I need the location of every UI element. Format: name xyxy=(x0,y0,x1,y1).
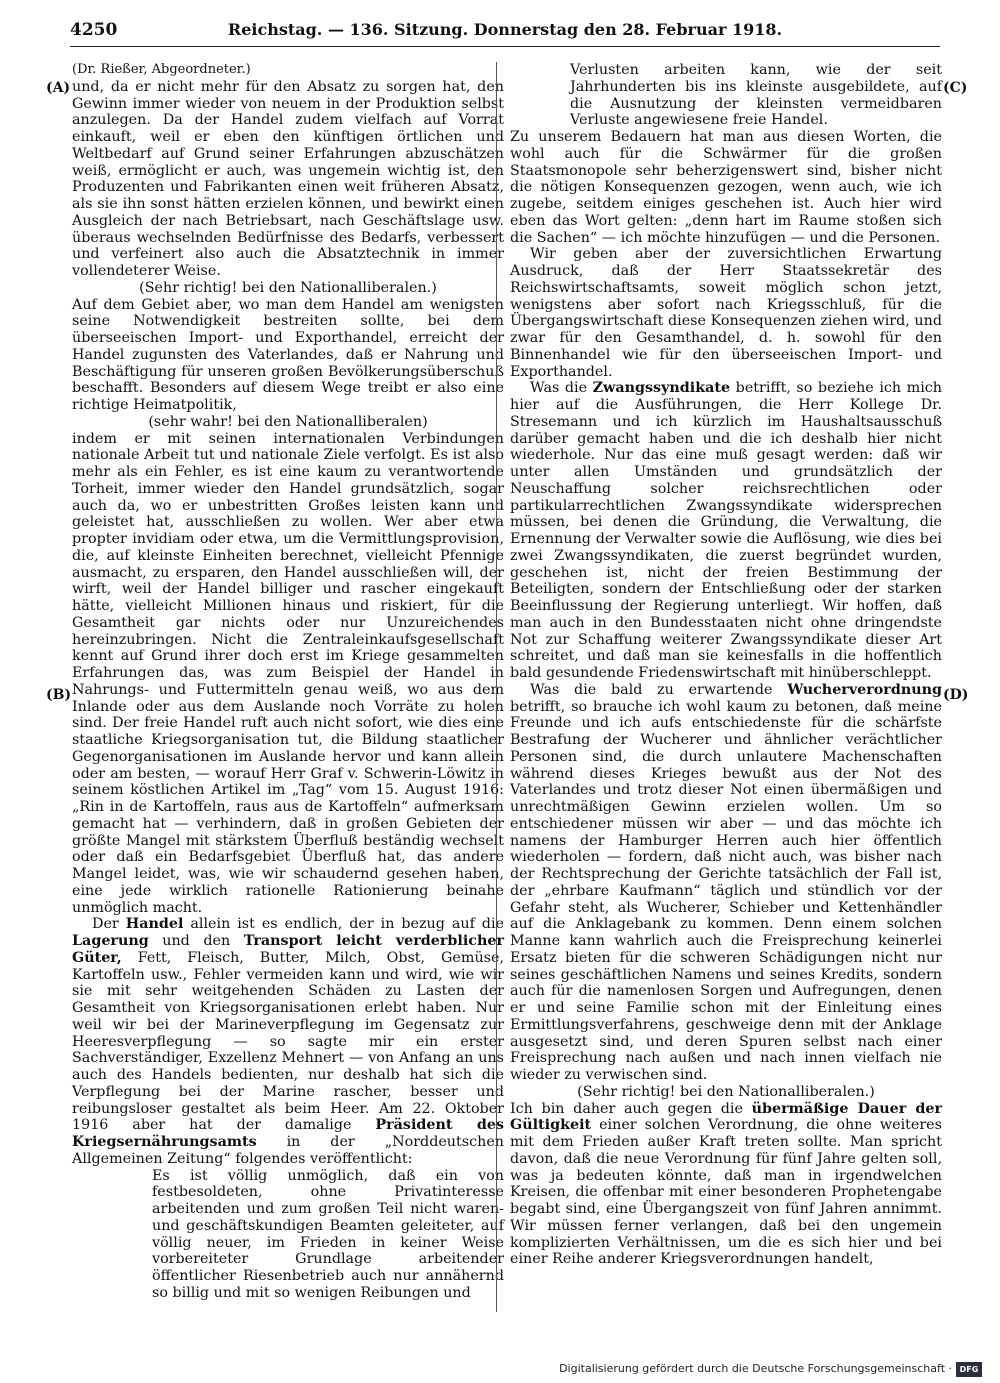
emphasis: Zwangssyndikate xyxy=(592,380,731,397)
margin-marker-a: (A) xyxy=(46,80,71,96)
emphasis: Handel xyxy=(125,916,184,933)
text-run: Ich bin daher auch gegen die xyxy=(510,1100,752,1117)
interjection: (sehr wahr! bei den Nationalliberalen) xyxy=(148,413,428,430)
paragraph: Wir geben aber der zuversichtlichen Erwartung Ausdruck, daß der Herr Staatssekretär des Reichswirtschaftsamts, soweit möglich schon jetzt, wenigstens aber sofort nach Kriegsschluß, für die Übergangswirtschaft diese Konsequenzen ziehen wird, und zwar für den Gesamthandel, d. h. sowohl für den Binnenhandel wie für den überseeischen Import- und Exporthandel. xyxy=(510,246,942,380)
page-header xyxy=(70,20,940,46)
emphasis: übermäßige Dauer der Gültigkeit xyxy=(510,1100,942,1134)
block-quote-continued: Verlusten arbeiten kann, wie der seit Jahrhunderten bis ins kleinste ausgebildete, auf die Ausnutzung der kleinsten vermeidbaren Verluste angewiesene freie Handel. xyxy=(570,62,942,129)
emphasis: Lagerung xyxy=(72,933,149,949)
text-run: Fett, Fleisch, Butter, Milch, Obst, Gemüse, Kartoffeln usw., Fehler vermeiden kann und wird, wie wir sie mit sehr weitgehenden Schäden zu Lasten der Gesamtheit von Kriegsorganisationen erlebt haben. Nur weil wir bei der Marineverpflegung im Gegensatz zur Heeresverpflegung — so sagte mir ein erster Sachverständiger, Exzellenz Mehnert — von Anfang an uns auch des Handels bedienten, nur deshalb hat sich die Verpflegung bei der Marine rascher, besser und reibungsloser gestaltet als beim Heer. Am 22. Oktober 1916 aber hat der damalige xyxy=(72,949,504,1134)
column-divider xyxy=(496,62,497,1312)
interjection: (Sehr richtig! bei den Nationalliberalen.) xyxy=(139,279,437,296)
text-run: betrifft, so brauche ich wohl kaum zu betonen, daß meine Freunde und ich aufs entschiedenste für die schärfste Bestrafung der Wucherer und ähnlicher verächtlicher Personen sind, die durch unlautere Machenschaften während dieses Krieges bewußt aus der Not des Vaterlandes und trotz dieser Not einen übermäßigen und unrechtmäßigen Gewinn erzielen wollen. Um so entschiedener müssen wir aber — und das möchte ich namens der Hamburger Herren auch hier öffentlich wiederholen — fordern, daß nicht auch, was bisher nach der Rechtsprechung der Gerichte tatsächlich der Fall ist, der „ehrbare Kaufmann“ täglich und stündlich vor der Gefahr steht, als Wucherer, Schieber und Kettenhändler auf die Anklagebank zu kommen. Denn einem solchen Manne kann wahrlich auch die Freisprechung keinerlei Ersatz bieten für die schweren Schädigungen nicht nur seines geschäftlichen Namens und seines Kredits, sondern auch für die namenlosen Sorgen und Aufregungen, denen er und seine Familie schon mit der Einleitung eines Ermittlungsverfahrens, geschweige denn mit der Anklage ausgesetzt sind, und deren Spuren selbst nach einer Freisprechung nach außen und nach innen vielfach nie wieder zu verwischen sind. xyxy=(510,698,942,1083)
emphasis: Wucherverordnung xyxy=(787,681,942,698)
interjection: (Sehr richtig! bei den Nationalliberalen.) xyxy=(577,1083,875,1100)
margin-marker-b: (B) xyxy=(46,687,72,703)
text-run: allein ist es endlich, der in bezug auf die xyxy=(183,916,504,933)
paragraph: Auf dem Gebiet aber, wo man dem Handel am wenigsten seine Notwendigkeit bestreiten sollte, bei dem überseeischen Import- und Exporthandel, erreicht der Handel zugunsten des Vaterlandes, daß er Nahrung und Beschäftigung für unseren großen Bevölkerungsüberschuß beschafft. Besonders auf diesem Wege treibt er also eine richtige Heimatpolitik, xyxy=(72,296,504,413)
text-run: in der „Norddeutschen Allgemeinen Zeitung“ folgendes veröffentlicht: xyxy=(72,1134,504,1167)
text-run: Der xyxy=(92,916,126,933)
text-run: betrifft, so beziehe ich mich hier auf die Ausführungen, die Herr Kollege Dr. Stresemann und ich kürzlich im Haushaltsausschuß darüber gemacht haben und die ich deshalb hier nicht wiederhole. Nur das eine muß gesagt werden: daß wir unter allen Umständen und grundsätzlich der Neuschaffung solcher reichsrechtlichen oder partikularrechtlichen Zwangssyndikate widersprechen müssen, bei denen die Gründung, die Verwaltung, die Ernennung der Verwalter sowie die Auflösung, wie dies bei zwei Zwangssyndikaten, die zuerst begründet wurden, geschehen ist, nicht der freien Bestimmung der Beteiligten, sondern der Entschließung oder der starken Beeinflussung der Regierung unterliegt. Wir hoffen, daß man auch in den Bundesstaaten nicht ohne dringendste Not zur Schaffung weiterer Zwangssyndikate dieser Art schreitet, und daß man sie keinesfalls in die hoffentlich bald gesundende Friedenswirtschaft mit hinüberschleppt. xyxy=(510,380,943,681)
paragraph xyxy=(72,916,504,1167)
left-column xyxy=(72,62,504,1312)
block-quote: Es ist völlig unmöglich, daß ein von festbesoldeten, ohne Privatinteresse arbeitenden und zum großen Teil nicht waren- und geschäftskundigen Beamten geleiteter, auf völlig neuer, im Frieden in keiner Weise vorbereiteter Grundlage arbeitender öffentlicher Riesenbetrieb auch nur annähernd so billig und mit so wenigen Reibungen und xyxy=(152,1167,504,1301)
paragraph xyxy=(510,380,942,682)
text-run: Was die bald zu erwartende xyxy=(530,681,788,698)
margin-marker-d: (D) xyxy=(943,687,969,703)
speaker-note: (Dr. Rießer, Abgeordneter.) xyxy=(72,62,251,77)
text-run: und den xyxy=(148,933,244,949)
running-title: Reichstag. — 136. Sitzung. Donnerstag den 28. Februar 1918. xyxy=(227,20,783,39)
paragraph: und, da er nicht mehr für den Absatz zu sorgen hat, den Gewinn immer wieder von neuem in der Produktion selbst anzulegen. Da der Handel zudem vielfach auf Vorrat einkauft, weil er eben den künftigen örtlichen und Weltbedarf auf Grund seiner Erfahrungen abzuschätzen weiß, ermöglicht er auch, was ungemein wichtig ist, den Produzenten und Fabrikanten einen weit früheren Absatz, als sie ihn sonst hätten erzielen können, und bewirkt einen Ausgleich der nach Betriebsart, nach Geschäftslage usw. überaus wechselnden Bedürfnisse des Bedarfs, verbessert und verfeinert also auch die Absatztechnik in immer vollendeterer Weise. xyxy=(72,78,504,279)
header-rule xyxy=(70,46,940,47)
right-column xyxy=(510,62,942,1312)
page-number: 4250 xyxy=(70,20,118,40)
emphasis: Transport leicht verderblicher Güter, xyxy=(72,933,504,966)
text-run: einer solchen Verordnung, die ohne weiteres mit dem Frieden außer Kraft treten sollte. Man spricht davon, daß die neue Verordnung für fünf Jahre gelten soll, was ja bedeuten könnte, daß man in irgendwelchen Kreisen, die offenbar mit einer besonderen Prophetengabe begabt sind, eine Übergangszeit von fünf Jahren annimmt. Wir müssen ferner verlangen, daß bei den ungemein komplizierten Verhältnissen, um die es sich hier und bei einer Reihe anderer Kriegsverordnungen handelt, xyxy=(510,1117,942,1268)
paragraph xyxy=(510,682,942,1084)
paragraph: indem er mit seinen internationalen Verbindungen nationale Arbeit tut und nationale Ziele verfolgt. Es ist also mehr als ein Fehler, es ist eine kaum zu verantwortende Torheit, immer wieder den Handel grundsätzlich, sogar auch da, wo er unbestritten Großes leisten kann und geleistet hat, ausschließen zu wollen. Wer aber etwa propter invidiam oder etwa, um die Vermittlungsprovision, die, auf kleinste Einheiten berechnet, vielleicht Pfennige ausmacht, zu ersparen, den Handel ausschließen will, der wirft, weil der Handel billiger und rascher eingekauft hätte, vielleicht Millionen hinaus und riskiert, für die Gesamtheit gar nichts oder nur Unzureichendes hereinzubringen. Nicht die Zentraleinkaufsgesellschaft kennt auf Grund ihrer doch erst im Kriege gesammelten Erfahrungen das, was zum Beispiel der Handel in Nahrungs- und Futtermitteln genau weiß, wo aus dem Inlande oder aus dem Auslande noch Vorräte zu holen sind. Der freie Handel ruft auch nicht sofort, wie dies eine staatliche Kriegsorganisation tut, die Bildung staatlicher Gegenorganisationen im Auslande hervor und kann allein oder am besten, — worauf Herr Graf v. Schwerin-Löwitz in seinem köstlichen Artikel im „Tag“ vom 15. August 1916: „Rin in de Kartoffeln, raus aus de Kartoffeln“ aufmerksam gemacht hat — verhindern, daß in großen Gebieten der größte Mangel mit stärkstem Überfluß beständig wechselt oder daß ein Bedarfsgebiet Überfluß hat, das andere Mangel leidet, was, wie wir schaudernd gesehen haben, eine jede wirklich rationelle Rationierung beinahe unmöglich macht. xyxy=(72,430,504,916)
digitization-credit: Digitalisierung gefördert durch die Deutsche Forschungsgemeinschaft · xyxy=(559,1362,952,1375)
text-run: Was die xyxy=(530,380,593,397)
margin-marker-c: (C) xyxy=(943,80,968,96)
emphasis: Präsident des Kriegsernährungsamts xyxy=(72,1117,504,1150)
paragraph xyxy=(510,1101,942,1269)
paragraph: Zu unserem Bedauern hat man aus diesen Worten, die wohl auch für die Schwärmer für die großen Staatsmonopole sehr beherzigenswert sind, bisher nicht die nötigen Konsequenzen gezogen, wenn auch, wie ich zugebe, seitdem einiges geschehen ist. Auch hier wird eben das Wort gelten: „denn hart im Raume stoßen sich die Sachen“ — ich möchte hinzufügen — und die Personen. xyxy=(510,129,942,246)
dfg-logo: DFG xyxy=(956,1362,982,1377)
